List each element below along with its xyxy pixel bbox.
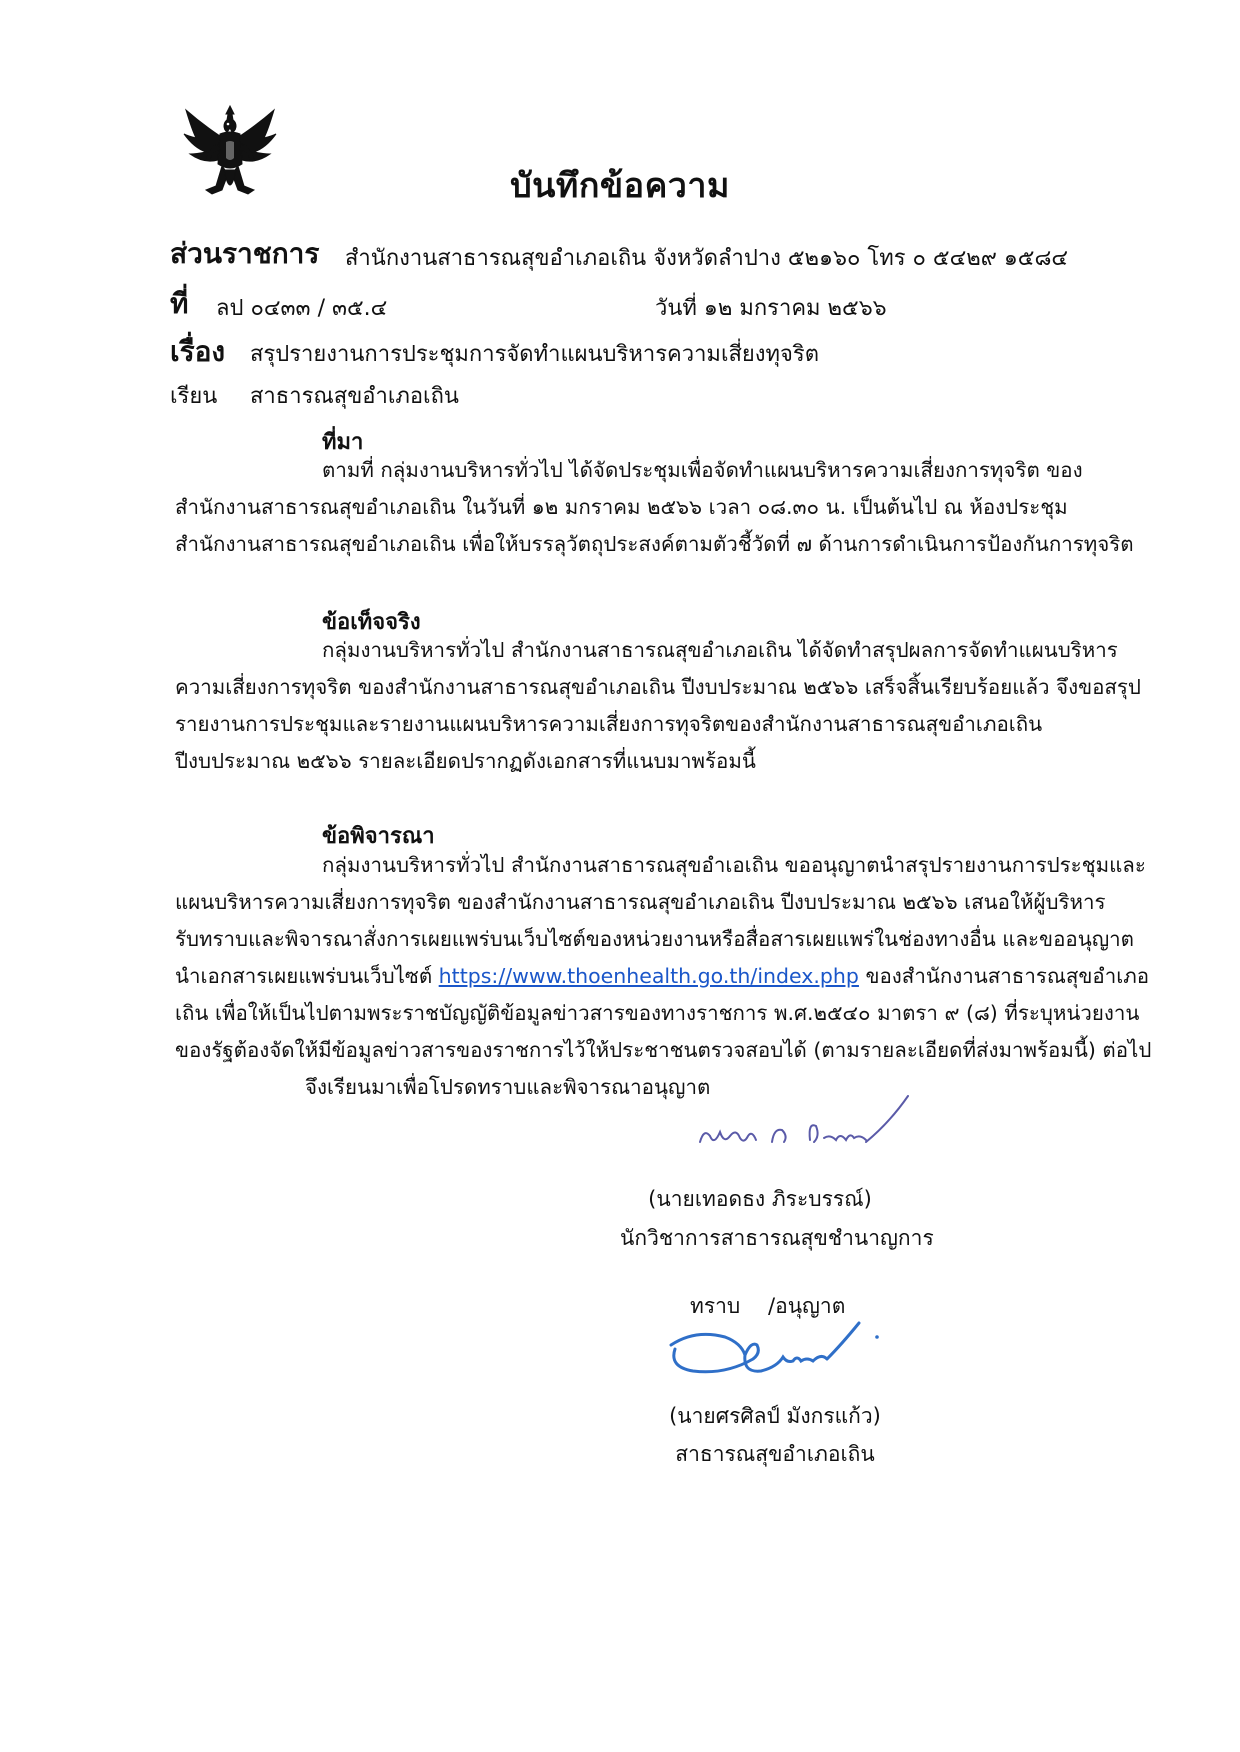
agency-label: ส่วนราชการ	[170, 237, 320, 270]
reference-value: ลป ๐๔๓๓ / ๓๕.๔	[216, 296, 388, 321]
source-line-3: สำนักงานสาธารณสุขอำเภอเถิน เพื่อให้บรรลุวัตถุประสงค์ตามตัวชี้วัดที่ ๗ ด้านการดำเนินการป้องกันการทุจริต	[175, 532, 1134, 556]
consideration-line-2: แผนบริหารความเสี่ยงการทุจริต ของสำนักงานสาธารณสุขอำเภอเถิน ปีงบประมาณ ๒๕๖๖ เสนอให้ผู้บริหาร	[175, 890, 1106, 914]
signature-1-icon	[690, 1092, 920, 1162]
consideration-line-1: กลุ่มงานบริหารทั่วไป สำนักงานสาธารณสุขอำเอเถิน ขออนุญาตนำสรุปรายงานการประชุมและ	[322, 853, 1146, 877]
facts-line-4: ปีงบประมาณ ๒๕๖๖ รายละเอียดปรากฏดังเอกสารที่แนบมาพร้อมนี้	[175, 749, 756, 773]
approval-acknowledge: ทราบ	[690, 1294, 741, 1318]
subject-label: เรื่อง	[170, 335, 226, 368]
agency-value: สำนักงานสาธารณสุขอำเภอเถิน จังหวัดลำปาง ๕๒๑๖๐ โทร ๐ ๕๔๒๙ ๑๕๘๔	[345, 246, 1069, 271]
consideration-link-line	[175, 966, 1149, 987]
consideration-line-3: รับทราบและพิจารณาสั่งการเผยแพร่บนเว็บไซต์ของหน่วยงานหรือสื่อสารเผยแพร่ในช่องทางอื่น และขออนุญาต	[175, 927, 1134, 951]
signatory-1-name: (นายเทอดธง ภิระบรรณ์)	[648, 1187, 872, 1211]
section-facts-heading: ข้อเท็จจริง	[322, 610, 421, 635]
signatory-2-position: สาธารณสุขอำเภอเถิน	[675, 1442, 875, 1466]
website-link[interactable]: https://www.thoenhealth.go.th/index.php	[438, 964, 859, 988]
section-source-heading: ที่มา	[322, 430, 364, 455]
consideration-line-6: ของรัฐต้องจัดให้มีข้อมูลข่าวสารของราชการไว้ให้ประชาชนตรวจสอบได้ (ตามรายละเอียดที่ส่งมาพร้อมนี้) ต่อไป	[175, 1038, 1152, 1062]
link-line-prefix: นำเอกสารเผยแพร่บนเว็บไซต์	[175, 964, 439, 988]
signatory-2-name: (นายศรศิลป์ มังกรแก้ว)	[669, 1404, 881, 1428]
memo-date: วันที่ ๑๒ มกราคม ๒๕๖๖	[655, 296, 887, 321]
facts-line-2: ความเสี่ยงการทุจริต ของสำนักงานสาธารณสุขอำเภอเถิน ปีงบประมาณ ๒๕๖๖ เสร็จสิ้นเรียบร้อยแล้ว จึงขอสรุป	[175, 675, 1141, 699]
facts-line-1: กลุ่มงานบริหารทั่วไป สำนักงานสาธารณสุขอำเภอเถิน ได้จัดทำสรุปผลการจัดทำแผนบริหาร	[322, 638, 1118, 662]
signature-2-icon	[665, 1315, 895, 1387]
subject-value: สรุปรายงานการประชุมการจัดทำแผนบริหารความเสี่ยงทุจริต	[250, 342, 820, 367]
document-title: บันทึกข้อความ	[510, 166, 730, 206]
closing-line: จึงเรียนมาเพื่อโปรดทราบและพิจารณาอนุญาต	[305, 1075, 711, 1099]
addressee-value: สาธารณสุขอำเภอเถิน	[250, 384, 459, 409]
reference-label: ที่	[170, 287, 189, 320]
source-line-1: ตามที่ กลุ่มงานบริหารทั่วไป ได้จัดประชุมเพื่อจัดทำแผนบริหารความเสี่ยงการทุจริต ของ	[322, 458, 1083, 482]
link-line-suffix: ของสำนักงานสาธารณสุขอำเภอ	[858, 964, 1150, 988]
facts-line-3: รายงานการประชุมและรายงานแผนบริหารความเสี่ยงการทุจริตของสำนักงานสาธารณสุขอำเภอเถิน	[175, 712, 1043, 736]
approval-permit: /อนุญาต	[768, 1294, 846, 1318]
consideration-line-5: เถิน เพื่อให้เป็นไปตามพระราชบัญญัติข้อมูลข่าวสารของทางราชการ พ.ศ.๒๕๔๐ มาตรา ๙ (๘) ที่ระบุหน่วยงาน	[175, 1001, 1140, 1025]
section-consideration-heading: ข้อพิจารณา	[322, 824, 435, 849]
addressee-label: เรียน	[170, 384, 218, 409]
source-line-2: สำนักงานสาธารณสุขอำเภอเถิน ในวันที่ ๑๒ มกราคม ๒๕๖๖ เวลา ๐๘.๓๐ น. เป็นต้นไป ณ ห้องประชุม	[175, 495, 1068, 519]
signatory-1-position: นักวิชาการสาธารณสุขชำนาญการ	[620, 1226, 934, 1250]
